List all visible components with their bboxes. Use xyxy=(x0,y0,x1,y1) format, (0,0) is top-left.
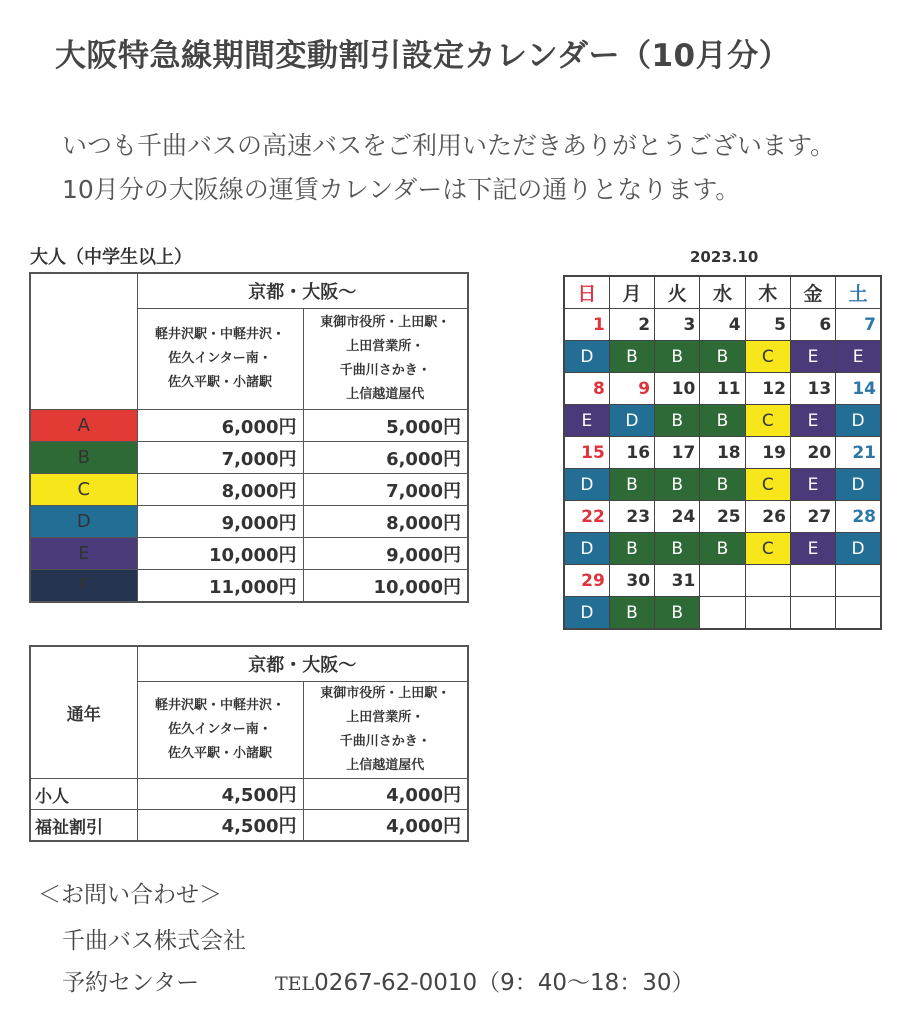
origin-line: 上信越道屋代 xyxy=(346,758,425,773)
grade-cell: B xyxy=(655,405,700,437)
fare-price: 10,000円 xyxy=(137,538,303,570)
date-cell: 5 xyxy=(745,309,790,341)
grade-cell: C xyxy=(745,405,790,437)
fare-price: 4,000円 xyxy=(303,810,468,842)
grade-swatch: E xyxy=(30,538,137,570)
grade-cell: B xyxy=(700,405,745,437)
date-row xyxy=(564,501,881,533)
grade-cell: D xyxy=(836,405,881,437)
origin-line: 千曲川さかき・ xyxy=(339,363,431,378)
grade-cell: E xyxy=(564,405,609,437)
grade-cell: E xyxy=(790,533,835,565)
date-cell: 15 xyxy=(564,437,609,469)
weekday-header: 日 xyxy=(564,276,609,309)
destination-header: 京都・大阪〜 xyxy=(137,273,468,309)
grade-cell: B xyxy=(609,341,654,373)
date-cell: 16 xyxy=(609,437,654,469)
date-row xyxy=(564,437,881,469)
grade-row xyxy=(564,597,881,630)
grade-cell: B xyxy=(655,341,700,373)
date-cell xyxy=(745,565,790,597)
weekday-header: 木 xyxy=(745,276,790,309)
date-row xyxy=(564,309,881,341)
fare-row-d xyxy=(30,506,468,538)
welfare-fare-row xyxy=(30,810,468,842)
page-title: 大阪特急線期間変動割引設定カレンダー（10月分） xyxy=(55,38,791,74)
fare-price: 9,000円 xyxy=(303,538,468,570)
grade-cell: C xyxy=(745,341,790,373)
fare-row-a xyxy=(30,410,468,442)
date-cell: 18 xyxy=(700,437,745,469)
fare-row-e xyxy=(30,538,468,570)
fare-row-f xyxy=(30,570,468,603)
grade-cell: B xyxy=(700,341,745,373)
grade-row xyxy=(564,341,881,373)
weekday-header: 金 xyxy=(790,276,835,309)
fare-price: 6,000円 xyxy=(303,442,468,474)
date-cell: 2 xyxy=(609,309,654,341)
contact-title: ＜お問い合わせ＞ xyxy=(38,882,222,908)
grade-cell xyxy=(836,597,881,630)
reservation-center-label: 予約センター xyxy=(62,970,200,996)
date-cell: 23 xyxy=(609,501,654,533)
destination-header: 京都・大阪〜 xyxy=(137,646,468,682)
tel-mark: TEL xyxy=(275,973,315,995)
origin-group-1 xyxy=(137,682,303,779)
grade-cell: B xyxy=(655,533,700,565)
fare-price: 11,000円 xyxy=(137,570,303,603)
weekday-header: 月 xyxy=(609,276,654,309)
origin-line: 上信越道屋代 xyxy=(346,387,425,402)
fare-price: 6,000円 xyxy=(137,410,303,442)
weekday-header-row xyxy=(564,276,881,309)
date-cell: 25 xyxy=(700,501,745,533)
origin-line: 佐久平駅・小諸駅 xyxy=(167,746,272,761)
date-cell: 7 xyxy=(836,309,881,341)
adult-fare-label: 大人（中学生以上） xyxy=(30,247,192,268)
grade-cell: D xyxy=(564,341,609,373)
grade-swatch: D xyxy=(30,506,137,538)
grade-cell: B xyxy=(609,469,654,501)
origin-group-1 xyxy=(137,309,303,410)
fare-price: 4,500円 xyxy=(137,779,303,810)
date-cell: 24 xyxy=(655,501,700,533)
grade-cell: D xyxy=(564,469,609,501)
origin-line: 東御市役所・上田駅・ xyxy=(320,315,451,330)
grade-cell: D xyxy=(564,533,609,565)
fare-table-corner xyxy=(30,273,137,410)
fare-price: 4,500円 xyxy=(137,810,303,842)
fare-row-c xyxy=(30,474,468,506)
grade-swatch: F xyxy=(30,570,137,603)
grade-row xyxy=(564,405,881,437)
adult-fare-table xyxy=(29,272,469,603)
date-cell xyxy=(836,565,881,597)
grade-cell: B xyxy=(700,469,745,501)
grade-row xyxy=(564,469,881,501)
grade-cell: C xyxy=(745,469,790,501)
fare-row-b xyxy=(30,442,468,474)
date-cell: 1 xyxy=(564,309,609,341)
grade-cell xyxy=(745,597,790,630)
date-cell: 21 xyxy=(836,437,881,469)
grade-cell: D xyxy=(836,469,881,501)
date-cell: 20 xyxy=(790,437,835,469)
date-cell: 11 xyxy=(700,373,745,405)
date-cell xyxy=(700,565,745,597)
date-cell: 3 xyxy=(655,309,700,341)
date-cell: 17 xyxy=(655,437,700,469)
origin-line: 佐久インター南・ xyxy=(168,351,272,366)
fare-calendar xyxy=(563,275,882,630)
date-cell: 12 xyxy=(745,373,790,405)
weekday-header: 火 xyxy=(655,276,700,309)
grade-cell xyxy=(700,597,745,630)
fare-price: 4,000円 xyxy=(303,779,468,810)
grade-swatch: A xyxy=(30,410,137,442)
grade-cell: D xyxy=(609,405,654,437)
grade-cell: B xyxy=(655,597,700,630)
date-cell: 6 xyxy=(790,309,835,341)
fare-price: 7,000円 xyxy=(137,442,303,474)
date-cell: 10 xyxy=(655,373,700,405)
date-cell: 13 xyxy=(790,373,835,405)
date-cell: 9 xyxy=(609,373,654,405)
date-cell: 31 xyxy=(655,565,700,597)
date-cell: 22 xyxy=(564,501,609,533)
annual-fare-table xyxy=(29,645,469,842)
grade-cell: D xyxy=(564,597,609,630)
origin-line: 軽井沢駅・中軽井沢・ xyxy=(154,698,285,713)
grade-cell: B xyxy=(609,597,654,630)
child-fare-row xyxy=(30,779,468,810)
fare-price: 10,000円 xyxy=(303,570,468,603)
origin-line: 上田営業所・ xyxy=(346,710,425,725)
grade-cell: E xyxy=(790,405,835,437)
date-cell: 28 xyxy=(836,501,881,533)
grade-cell: C xyxy=(745,533,790,565)
intro-line-2: 10月分の大阪線の運賃カレンダーは下記の通りとなります。 xyxy=(62,175,741,204)
row-label: 福祉割引 xyxy=(30,810,137,842)
origin-group-2 xyxy=(303,309,468,410)
grade-cell: B xyxy=(655,469,700,501)
origin-line: 佐久平駅・小諸駅 xyxy=(167,375,272,390)
date-cell: 19 xyxy=(745,437,790,469)
date-cell: 4 xyxy=(700,309,745,341)
grade-cell: E xyxy=(790,469,835,501)
company-name: 千曲バス株式会社 xyxy=(62,928,246,954)
grade-swatch: B xyxy=(30,442,137,474)
grade-cell: D xyxy=(836,533,881,565)
date-cell: 27 xyxy=(790,501,835,533)
date-cell: 8 xyxy=(564,373,609,405)
date-cell: 29 xyxy=(564,565,609,597)
intro-line-1: いつも千曲バスの高速バスをご利用いただきありがとうございます。 xyxy=(62,131,836,160)
grade-cell: E xyxy=(790,341,835,373)
origin-line: 上田営業所・ xyxy=(346,339,425,354)
fare-price: 7,000円 xyxy=(303,474,468,506)
grade-cell: B xyxy=(609,533,654,565)
date-cell: 26 xyxy=(745,501,790,533)
grade-row xyxy=(564,533,881,565)
row-label: 小人 xyxy=(30,779,137,810)
date-cell: 14 xyxy=(836,373,881,405)
origin-group-2 xyxy=(303,682,468,779)
date-row xyxy=(564,565,881,597)
weekday-header: 水 xyxy=(700,276,745,309)
weekday-header: 土 xyxy=(836,276,881,309)
phone-text: 0267-62-0010（9：40〜18：30） xyxy=(314,970,695,996)
date-row xyxy=(564,373,881,405)
date-cell: 30 xyxy=(609,565,654,597)
fare-price: 8,000円 xyxy=(137,474,303,506)
date-cell xyxy=(790,565,835,597)
origin-line: 千曲川さかき・ xyxy=(339,734,431,749)
grade-swatch: C xyxy=(30,474,137,506)
fare-price: 5,000円 xyxy=(303,410,468,442)
origin-line: 東御市役所・上田駅・ xyxy=(320,686,451,701)
annual-label: 通年 xyxy=(30,646,137,779)
origin-line: 佐久インター南・ xyxy=(168,722,272,737)
grade-cell: E xyxy=(836,341,881,373)
grade-cell xyxy=(790,597,835,630)
calendar-year-month: 2023.10 xyxy=(690,248,759,266)
origin-line: 軽井沢駅・中軽井沢・ xyxy=(154,327,285,342)
phone-number xyxy=(275,964,695,997)
grade-cell: B xyxy=(700,533,745,565)
fare-price: 8,000円 xyxy=(303,506,468,538)
fare-price: 9,000円 xyxy=(137,506,303,538)
